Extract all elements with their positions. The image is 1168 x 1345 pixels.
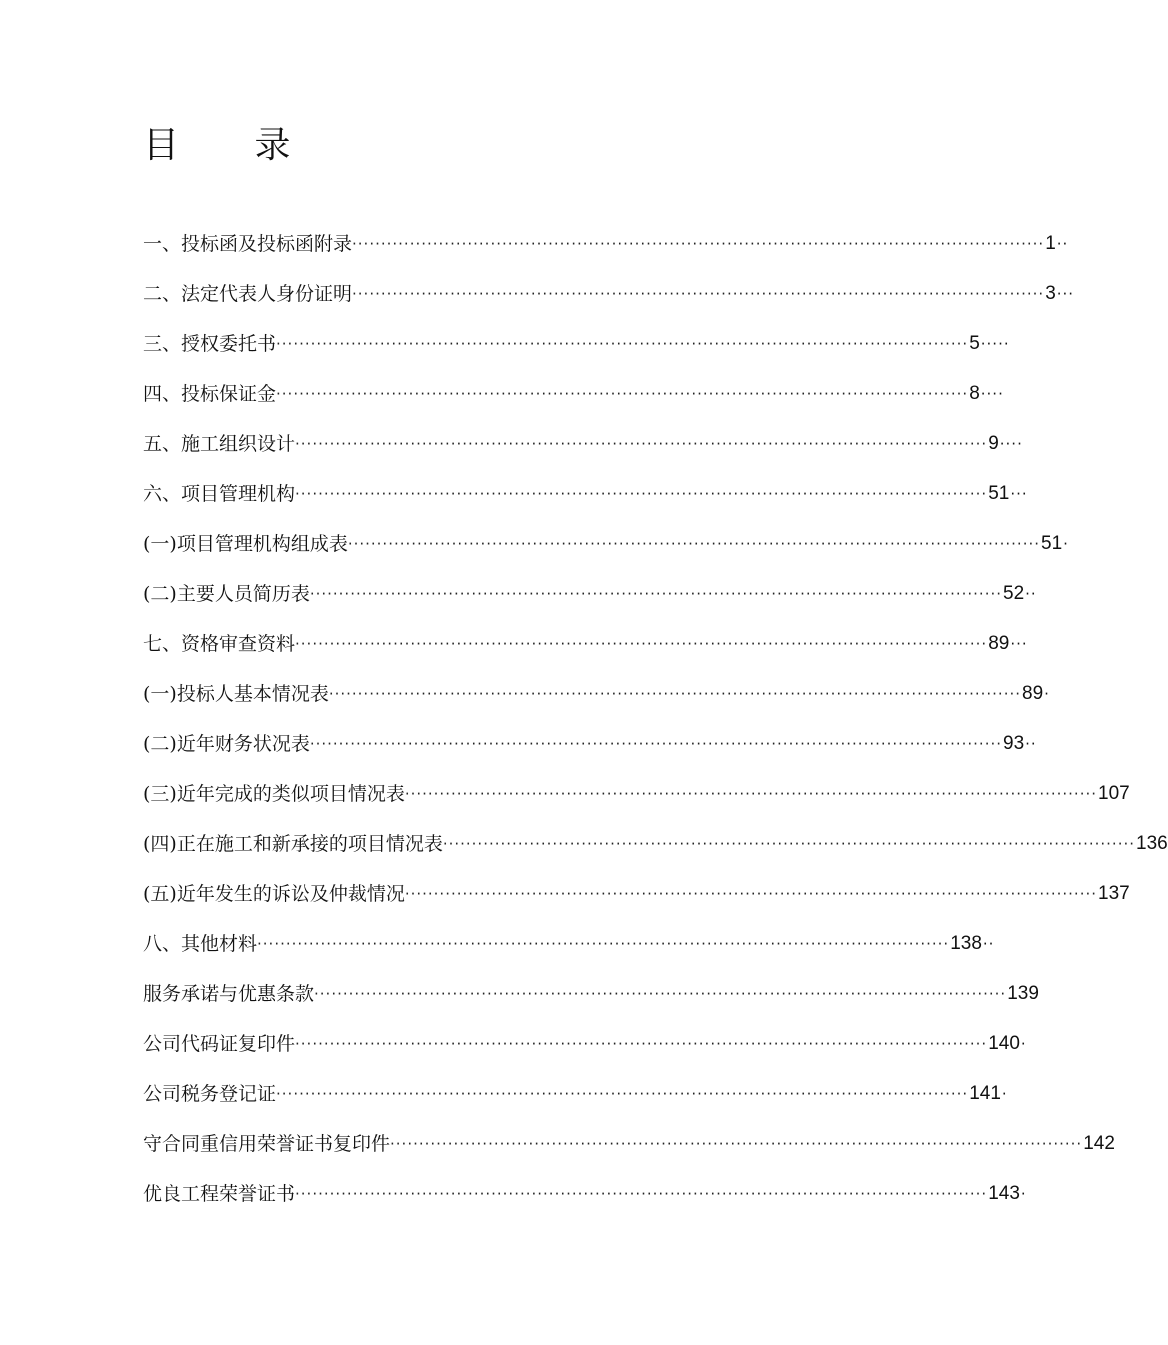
toc-entry[interactable] (143, 776, 1130, 826)
toc-trailing-dots: ··· (1056, 285, 1075, 303)
toc-leader-dots: ························································································································ (295, 635, 988, 653)
toc-entry[interactable] (143, 926, 995, 976)
toc-entry-page: 107 (1098, 783, 1130, 804)
toc-entry-label: (一)投标人基本情况表 (143, 683, 329, 705)
toc-trailing-dots: ··· (1010, 485, 1028, 503)
toc-trailing-dots: · (1001, 1085, 1008, 1103)
toc-trailing-dots: ·· (982, 935, 995, 953)
toc-entry-page: 5 (969, 333, 980, 354)
toc-entry-page: 51 (1041, 533, 1063, 554)
toc-entry-page: 138 (950, 933, 982, 954)
toc-leader-dots: ························································································································ (276, 385, 969, 403)
toc-entry[interactable] (143, 876, 1130, 926)
toc-entry[interactable] (143, 626, 1028, 676)
toc-entry[interactable] (143, 476, 1028, 526)
toc-entry[interactable] (143, 376, 1004, 426)
toc-entry-page: 1 (1045, 233, 1056, 254)
toc-entry-label: 二、法定代表人身份证明 (143, 283, 353, 305)
toc-entry-label: 八、其他材料 (143, 933, 258, 955)
toc-trailing-dots: ····· (980, 335, 1010, 353)
toc-entry-label: 三、授权委托书 (143, 333, 277, 355)
toc-leader-dots: ························································································································ (404, 785, 1097, 803)
toc-entry-page: 51 (988, 483, 1010, 504)
toc-trailing-dots: · (1063, 535, 1069, 553)
toc-entry[interactable] (143, 1026, 1027, 1076)
toc-entry-page: 143 (988, 1183, 1020, 1204)
toc-entry[interactable] (143, 1126, 1115, 1176)
toc-trailing-dots: · (1020, 1035, 1027, 1053)
toc-entry-label: (五)近年发生的诉讼及仲裁情况 (143, 883, 405, 905)
toc-leader-dots: ························································································································ (276, 1085, 969, 1103)
toc-leader-dots: ························································································································ (295, 485, 988, 503)
toc-entry-label: (三)近年完成的类似项目情况表 (143, 783, 405, 805)
toc-entry-label: 优良工程荣誉证书 (143, 1183, 296, 1205)
toc-entry[interactable] (143, 526, 1069, 576)
toc-entry[interactable] (143, 1076, 1008, 1126)
toc-entry-page: 3 (1045, 283, 1056, 304)
toc-entry-page: 140 (988, 1033, 1020, 1054)
toc-entry[interactable] (143, 426, 1023, 476)
toc-entry[interactable] (143, 1176, 1027, 1226)
toc-leader-dots: ························································································································ (404, 885, 1097, 903)
toc-entry-page: 9 (988, 433, 999, 454)
table-of-contents (143, 226, 1168, 1226)
toc-leader-dots: ························································································································ (442, 835, 1135, 853)
toc-entry[interactable] (143, 826, 1168, 876)
toc-entry-page: 8 (969, 383, 980, 404)
toc-entry-label: 七、资格审查资料 (143, 633, 296, 655)
toc-entry[interactable] (143, 226, 1069, 276)
toc-trailing-dots: ·· (1025, 735, 1037, 753)
toc-entry-page: 136 (1136, 833, 1168, 854)
toc-leader-dots: ························································································································ (295, 1185, 988, 1203)
toc-leader-dots: ························································································································ (276, 335, 969, 353)
toc-entry-page: 139 (1007, 983, 1039, 1004)
toc-trailing-dots: ·· (1056, 235, 1069, 253)
toc-entry-label: 六、项目管理机构 (143, 483, 296, 505)
toc-leader-dots: ························································································································ (295, 1035, 988, 1053)
toc-leader-dots: ························································································································ (347, 535, 1040, 553)
toc-entry-page: 89 (1022, 683, 1044, 704)
toc-trailing-dots: ···· (980, 385, 1004, 403)
toc-leader-dots: ························································································································ (352, 235, 1045, 253)
toc-trailing-dots: ·· (1025, 585, 1037, 603)
toc-entry-label: 公司代码证复印件 (143, 1033, 296, 1055)
page-title: 目 录 (143, 125, 323, 166)
toc-leader-dots: ························································································································ (257, 935, 950, 953)
toc-trailing-dots: · (1044, 685, 1050, 703)
toc-entry-label: 公司税务登记证 (143, 1083, 277, 1105)
toc-entry-page: 93 (1003, 733, 1025, 754)
toc-entry-label: 服务承诺与优惠条款 (143, 983, 315, 1005)
toc-entry[interactable] (143, 276, 1075, 326)
toc-entry-page: 89 (988, 633, 1010, 654)
toc-leader-dots: ························································································································ (328, 685, 1021, 703)
toc-entry[interactable] (143, 726, 1037, 776)
toc-entry-label: (四)正在施工和新承接的项目情况表 (143, 833, 443, 855)
toc-leader-dots: ························································································································ (352, 285, 1045, 303)
toc-entry[interactable] (143, 676, 1050, 726)
toc-entry-label: (二)主要人员简历表 (143, 583, 310, 605)
toc-entry-label: 四、投标保证金 (143, 383, 277, 405)
toc-entry-label: 守合同重信用荣誉证书复印件 (143, 1133, 391, 1155)
toc-entry-page: 137 (1098, 883, 1130, 904)
toc-leader-dots: ························································································································ (309, 585, 1002, 603)
toc-trailing-dots: · (1020, 1185, 1027, 1203)
toc-entry-page: 52 (1003, 583, 1025, 604)
toc-trailing-dots: ···· (999, 435, 1023, 453)
toc-entry-label: 五、施工组织设计 (143, 433, 296, 455)
toc-entry-page: 142 (1083, 1133, 1115, 1154)
toc-entry-label: 一、投标函及投标函附录 (143, 233, 353, 255)
toc-leader-dots: ························································································································ (295, 435, 988, 453)
toc-trailing-dots: ··· (1010, 635, 1028, 653)
toc-entry[interactable] (143, 326, 1010, 376)
toc-leader-dots: ························································································································ (309, 735, 1002, 753)
toc-entry[interactable] (143, 976, 1039, 1026)
toc-leader-dots: ························································································································ (314, 985, 1007, 1003)
toc-leader-dots: ························································································································ (390, 1135, 1083, 1153)
toc-entry-page: 141 (969, 1083, 1001, 1104)
toc-entry-label: (一)项目管理机构组成表 (143, 533, 348, 555)
toc-entry[interactable] (143, 576, 1037, 626)
toc-entry-label: (二)近年财务状况表 (143, 733, 310, 755)
